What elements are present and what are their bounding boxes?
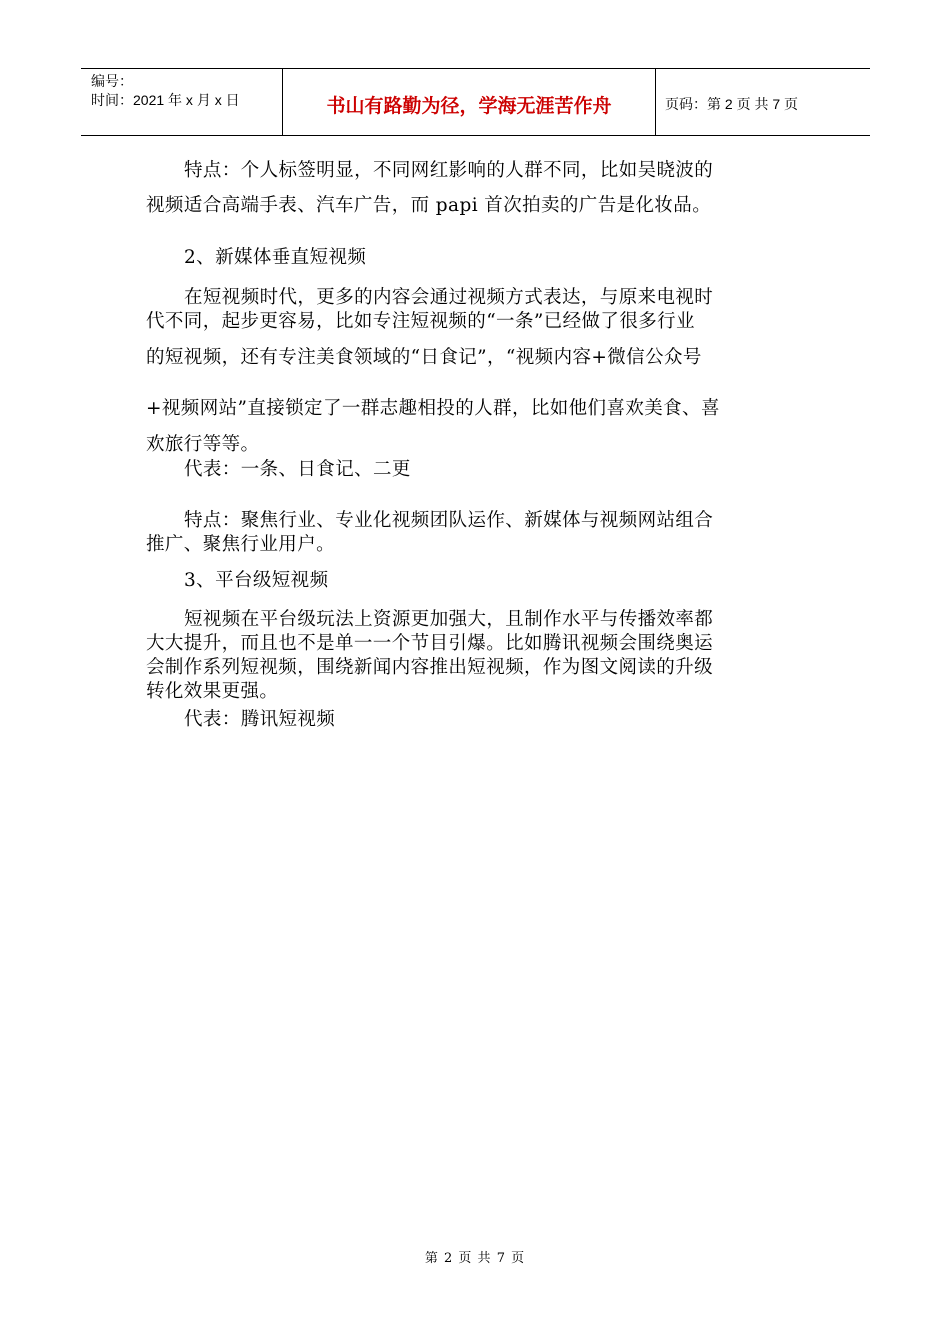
document-code-label: 编号： — [91, 73, 133, 89]
text-line: 的短视频，还有专注美食领域的“日食记”，“视频内容+微信公众号 — [146, 347, 702, 368]
text-line: 推广、聚焦行业用户。 — [146, 534, 336, 555]
document-date-label: 时间：2021 年 x 月 x 日 — [91, 92, 240, 108]
section-heading-3 — [146, 569, 808, 593]
text-line: 欢旅行等等。 — [146, 434, 260, 455]
header-motto: 书山有路勤为径，学海无涯苦作舟 — [283, 69, 656, 135]
header-page-number: 页码：第 2 页 共 7 页 — [665, 96, 799, 112]
representatives-3 — [146, 708, 808, 732]
page-footer: 第 2 页 共 7 页 — [424, 1251, 526, 1266]
text-line: 视频适合高端手表、汽车广告，而 papi 首次拍卖的广告是化妆品。 — [146, 195, 712, 216]
paragraph-4 — [146, 608, 808, 704]
text-line: 代表：腾讯短视频 — [184, 709, 336, 730]
paragraph-2 — [146, 286, 808, 334]
paragraph-2-cont-2 — [146, 397, 808, 457]
text-line: 特点：聚焦行业、专业化视频团队运作、新媒体与视频网站组合 — [184, 510, 714, 531]
text-line: 转化效果更强。 — [146, 681, 279, 702]
representatives-2 — [146, 458, 808, 482]
text-line: 代不同，起步更容易，比如专注短视频的“一条”已经做了很多行业 — [146, 311, 695, 332]
text-line: 在短视频时代，更多的内容会通过视频方式表达，与原来电视时 — [184, 287, 714, 308]
text-line: 大大提升，而且也不是单一一个节目引爆。比如腾讯视频会围绕奥运 — [146, 633, 714, 654]
paragraph-features-1 — [146, 159, 808, 218]
header-meta-cell — [81, 69, 283, 135]
paragraph-2-cont — [146, 346, 808, 370]
heading-text: 2、新媒体垂直短视频 — [184, 247, 367, 268]
paragraph-features-2 — [146, 509, 808, 557]
text-line: 会制作系列短视频，围绕新闻内容推出短视频，作为图文阅读的升级 — [146, 657, 714, 678]
document-header — [81, 68, 870, 136]
heading-text: 3、平台级短视频 — [184, 570, 329, 591]
text-line: +视频网站”直接锁定了一群志趣相投的人群，比如他们喜欢美食、喜 — [146, 398, 720, 419]
section-heading-2 — [146, 246, 808, 270]
text-line: 特点：个人标签明显，不同网红影响的人群不同，比如吴晓波的 — [184, 160, 714, 181]
text-line: 短视频在平台级玩法上资源更加强大，且制作水平与传播效率都 — [184, 609, 714, 630]
text-line: 代表：一条、日食记、二更 — [184, 459, 411, 480]
